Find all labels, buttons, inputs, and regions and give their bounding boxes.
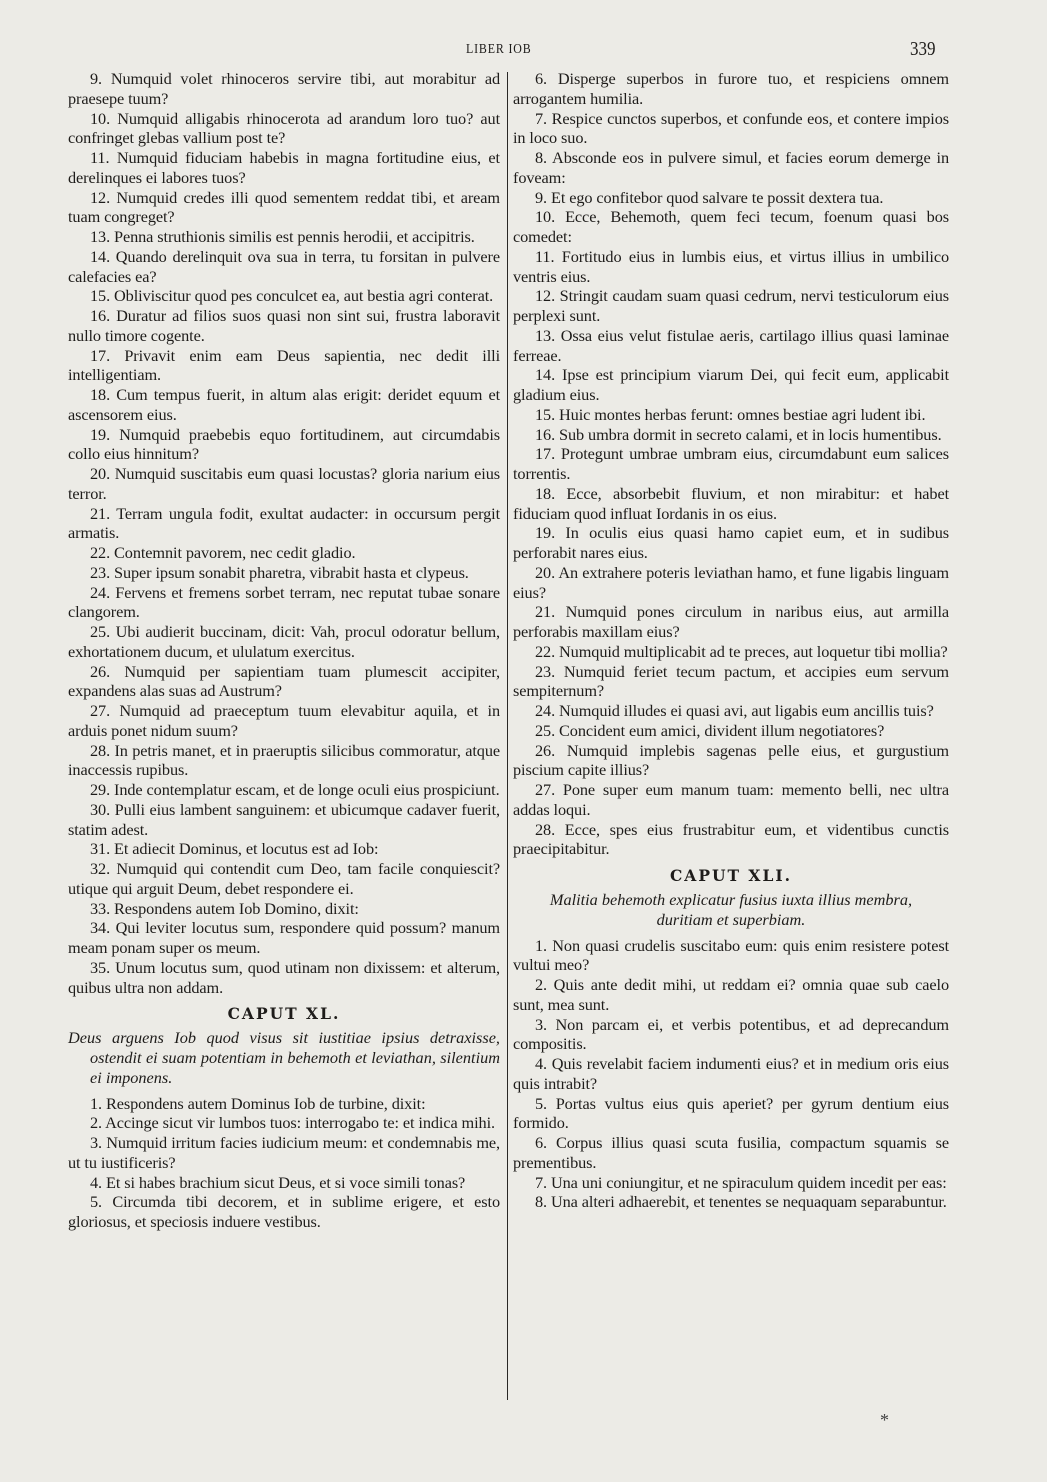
page-number: 339 [910, 38, 936, 60]
verse: 10. Numquid alligabis rhinocerota ad arandum loro tuo? aut confringet glebas vallium post te? [68, 108, 500, 148]
verse: 17. Protegunt umbrae umbram eius, circumdabunt eum salices torrentis. [513, 444, 949, 483]
verse: 17. Privavit enim eam Deus sapientia, nec dedit illi intelligentiam. [68, 345, 500, 385]
verse-list [513, 69, 949, 859]
column-divider [507, 72, 508, 1400]
verse: 14. Quando derelinquit ova sua in terra, tu forsitan in pulvere calefacies ea? [68, 246, 500, 286]
verse: 19. Numquid praebebis equo fortitudinem, aut circumdabis collo eius hinnitum? [68, 424, 500, 464]
verse: 7. Respice cunctos superbos, et confunde eos, et contere impios in loco suo. [513, 108, 949, 148]
verse: 16. Sub umbra dormit in secreto calami, et in locis humentibus. [535, 424, 942, 444]
verse: 26. Numquid per sapientiam tuam plumescit accipiter, expandens alas suas ad Austrum? [68, 661, 500, 701]
verse: 24. Numquid illudes ei quasi avi, aut ligabis eum ancillis tuis? [535, 701, 934, 720]
verse: 9. Et ego confitebor quod salvare te possit dextera tua. [535, 187, 884, 207]
verse: 13. Penna struthionis similis est pennis herodii, et accipitris. [90, 227, 475, 246]
verse: 32. Numquid qui contendit cum Deo, tam facile conquiescit? utique qui arguit Deum, debet respondere ei. [68, 859, 500, 898]
verse: 28. Ecce, spes eius frustrabitur eum, et videntibus cunctis praecipitabitur. [513, 819, 949, 859]
verse: 19. In oculis eius quasi hamo capiet eum, et in sudibus perforabit nares eius. [513, 523, 949, 562]
verse: 21. Terram ungula fodit, exultat audacter: in occursum pergit armatis. [68, 503, 500, 543]
verse: 12. Stringit caudam suam quasi cedrum, nervi testiculorum eius perplexi sunt. [513, 286, 949, 325]
verse: 11. Fortitudo eius in lumbis eius, et virtus illius in umbilico ventris eius. [513, 246, 949, 286]
verse: 24. Fervens et fremens sorbet terram, nec reputat tubae sonare clangorem. [68, 582, 500, 622]
right-column [513, 69, 949, 1212]
left-column [68, 69, 500, 1232]
verse-list [513, 936, 949, 1213]
verse: 5. Portas vultus eius quis aperiet? per gyrum dentium eius formido. [513, 1093, 949, 1133]
verse: 29. Inde contemplatur escam, et de longe oculi eius prospiciunt. [90, 780, 500, 799]
verse: 27. Pone super eum manum tuam: memento belli, nec ultra addas loqui. [513, 780, 949, 819]
verse: 22. Numquid multiplicabit ad te preces, aut loquetur tibi mollia? [535, 641, 948, 661]
verse: 23. Super ipsum sonabit pharetra, vibrabit hasta et clypeus. [90, 562, 469, 582]
verse: 27. Numquid ad praeceptum tuum elevabitur aquila, et in arduis ponet nidum suum? [68, 701, 500, 740]
verse: 15. Obliviscitur quod pes conculcet ea, aut bestia agri conterat. [90, 286, 494, 306]
verse: 9. Numquid volet rhinoceros servire tibi, aut morabitur ad praesepe tuum? [68, 69, 500, 108]
verse: 2. Accinge sicut vir lumbos tuos: interrogabo te: et indica mihi. [90, 1113, 495, 1133]
verse: 31. Et adiecit Dominus, et locutus est ad Iob: [90, 839, 379, 859]
verse: 8. Una alteri adhaerebit, et tenentes se nequaquam separabuntur. [535, 1192, 947, 1212]
chapter-title: CAPUT XL. [227, 1004, 341, 1024]
verse: 15. Huic montes herbas ferunt: omnes bestiae agri ludent ibi. [535, 404, 926, 424]
verse: 16. Duratur ad filios suos quasi non sint sui, frustra laboravit nullo timore cogente. [68, 306, 500, 345]
verse: 25. Ubi audierit buccinam, dicit: Vah, procul odoratur bellum, exhortationem ducum, et ululatum exercitus. [68, 622, 500, 661]
verse: 35. Unum locutus sum, quod utinam non dixissem: et alterum, quibus ultra non addam. [68, 957, 500, 997]
verse: 6. Disperge superbos in furore tuo, et respiciens omnem arrogantem humilia. [513, 69, 949, 108]
verse: 34. Qui leviter locutus sum, respondere quid possum? manum meam ponam super os meum. [68, 918, 500, 957]
running-head [0, 38, 1047, 62]
verse: 26. Numquid implebis sagenas pelle eius, et gurgustium piscium capite illius? [513, 740, 949, 780]
verse: 4. Quis revelabit faciem indumenti eius? et in medium oris eius quis intrabit? [513, 1054, 949, 1093]
verse: 3. Numquid irritum facies iudicium meum: et condemnabis me, ut tu iustificeris? [68, 1133, 500, 1172]
verse-list [68, 69, 500, 997]
verse: 21. Numquid pones circulum in naribus eius, aut armilla perforabis maxillam eius? [513, 602, 949, 641]
verse: 7. Una uni coniungitur, et ne spiraculum quidem incedit per eas: [535, 1172, 947, 1192]
signature-mark: * [880, 1410, 889, 1430]
verse: 12. Numquid credes illi quod sementem reddat tibi, et aream tuam congreget? [68, 187, 500, 227]
verse: 33. Respondens autem Iob Domino, dixit: [90, 898, 359, 918]
verse-list [68, 1094, 500, 1232]
verse: 30. Pulli eius lambent sanguinem: et ubicumque cadaver fuerit, statim adest. [68, 799, 500, 839]
verse: 18. Cum tempus fuerit, in altum alas erigit: deridet equum et ascensorem eius. [68, 385, 500, 424]
verse: 20. Numquid suscitabis eum quasi locustas? gloria narium eius terror. [68, 464, 500, 503]
verse: 3. Non parcam ei, et verbis potentibus, et ad deprecandum compositis. [513, 1014, 949, 1054]
verse: 22. Contemnit pavorem, nec cedit gladio. [90, 543, 356, 562]
chapter-summary: Deus arguens Iob quod visus sit iustitiae ipsius detraxisse, ostendit ei suam potentiam in behemoth et leviathan, silentium ei imponens. [68, 1028, 500, 1087]
chapter-summary: Malitia behemoth explicatur fusius iuxta illius membra, duritiam et superbiam. [549, 890, 913, 929]
verse: 6. Corpus illius quasi scuta fusilia, compactum squamis se prementibus. [513, 1133, 949, 1172]
verse: 14. Ipse est principium viarum Dei, qui fecit eum, applicabit gladium eius. [513, 365, 949, 404]
verse: 11. Numquid fiduciam habebis in magna fortitudine eius, et derelinques ei labores tuos? [68, 148, 500, 187]
running-title: LIBER IOB [466, 42, 532, 57]
verse: 4. Et si habes brachium sicut Deus, et si voce simili tonas? [90, 1172, 466, 1192]
verse: 1. Respondens autem Dominus Iob de turbine, dixit: [90, 1093, 426, 1113]
verse: 13. Ossa eius velut fistulae aeris, cartilago illius quasi laminae ferreae. [513, 325, 949, 365]
verse: 8. Absconde eos in pulvere simul, et facies eorum demerge in foveam: [513, 148, 949, 187]
verse: 20. An extrahere poteris leviathan hamo, et fune ligabis linguam eius? [513, 562, 949, 602]
verse: 5. Circumda tibi decorem, et in sublime erigere, et esto gloriosus, et speciosis induere vestibus. [68, 1192, 500, 1231]
verse: 18. Ecce, absorbebit fluvium, et non mirabitur: et habet fiduciam quod influat Iordanis in os eius. [513, 483, 949, 523]
chapter-title: CAPUT XLI. [669, 866, 793, 885]
verse: 23. Numquid feriet tecum pactum, et accipies eum servum sempiternum? [513, 661, 949, 701]
verse: 25. Concident eum amici, divident illum negotiatores? [535, 720, 885, 740]
verse: 10. Ecce, Behemoth, quem feci tecum, foenum quasi bos comedet: [513, 207, 949, 246]
verse: 2. Quis ante dedit mihi, ut reddam ei? omnia quae sub caelo sunt, mea sunt. [513, 975, 949, 1014]
verse: 28. In petris manet, et in praeruptis silicibus commoratur, atque inaccessis rupibus. [68, 740, 500, 780]
verse: 1. Non quasi crudelis suscitabo eum: quis enim resistere potest vultui meo? [513, 935, 949, 975]
